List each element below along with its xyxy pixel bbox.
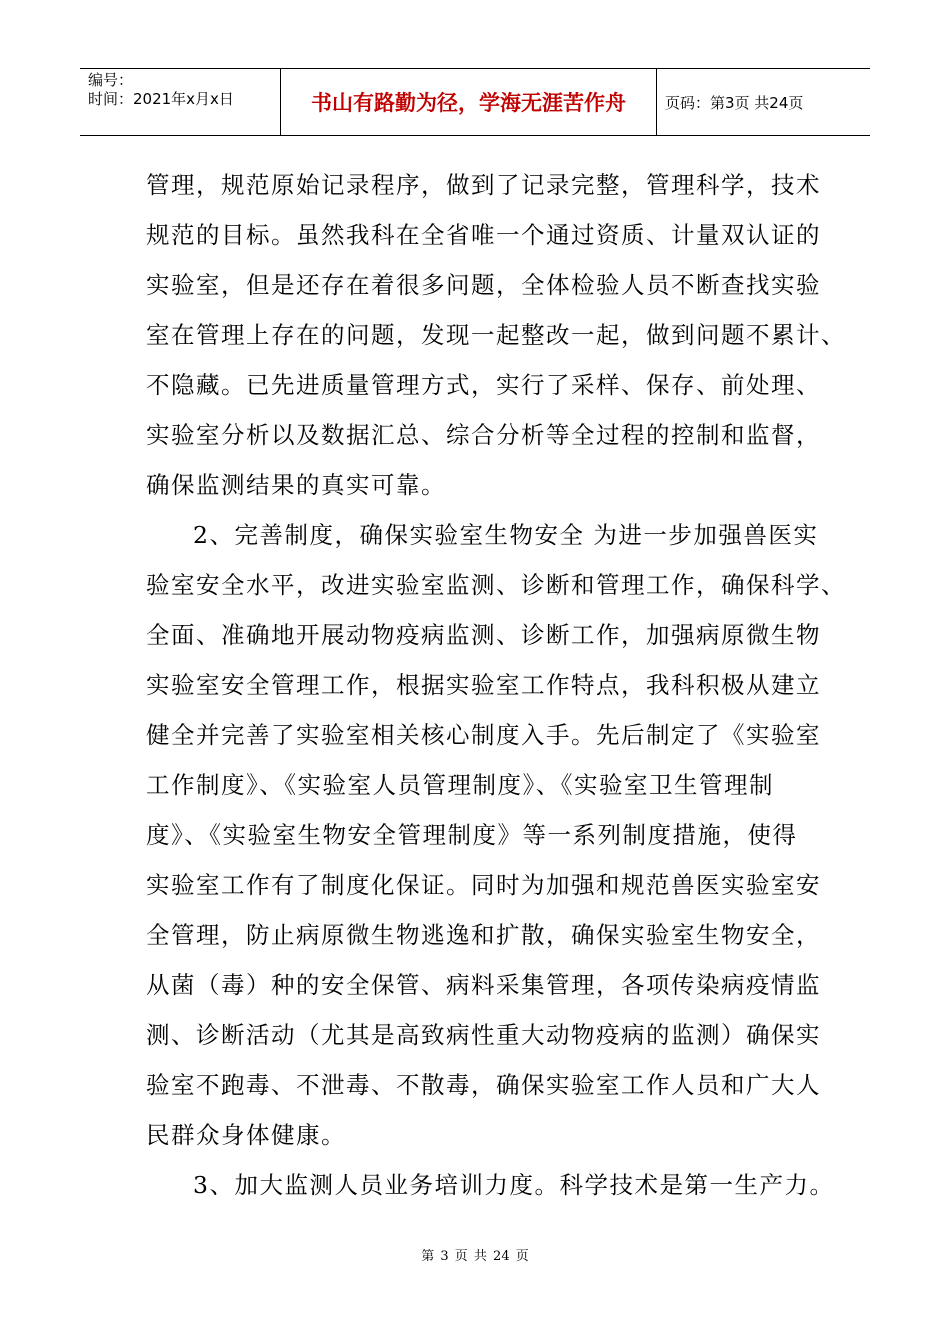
body-line: 验室安全水平，改进实验室监测、诊断和管理工作，确保科学、 [146,571,846,599]
body-line: 实验室，但是还存在着很多问题，全体检验人员不断查找实验 [146,271,821,299]
body-line: 测、诊断活动（尤其是高致病性重大动物疫病的监测）确保实 [146,1021,821,1049]
header-page-info: 页码：第3页 共24页 [665,93,804,112]
body-line: 度》、《实验室生物安全管理制度》等一系列制度措施，使得 [146,821,798,849]
page-header [80,68,870,136]
body-line: 验室不跑毒、不泄毒、不散毒，确保实验室工作人员和广大人 [146,1071,821,1099]
body-line: 全管理，防止病原微生物逃逸和扩散，确保实验室生物安全， [146,921,821,949]
body-line: 实验室分析以及数据汇总、综合分析等全过程的控制和监督， [146,421,821,449]
body-line: 室在管理上存在的问题，发现一起整改一起，做到问题不累计、 [146,321,846,349]
body-line: 管理，规范原始记录程序，做到了记录完整，管理科学，技术 [146,171,821,199]
page-footer: 第 3 页 共 24 页 [421,1249,529,1264]
body-line: 确保监测结果的真实可靠。 [146,471,446,499]
body-line: 全面、准确地开展动物疫病监测、诊断工作，加强病原微生物 [146,621,821,649]
body-line: 实验室工作有了制度化保证。同时为加强和规范兽医实验室安 [146,871,821,899]
section-heading-line: 3、加大监测人员业务培训力度。科学技术是第一生产力。 [193,1171,835,1199]
body-line: 民群众身体健康。 [146,1121,346,1149]
body-line: 实验室安全管理工作，根据实验室工作特点，我科积极从建立 [146,671,821,699]
body-line: 从菌（毒）种的安全保管、病料采集管理，各项传染病疫情监 [146,971,821,999]
body-line: 工作制度》、《实验室人员管理制度》、《实验室卫生管理制 [146,771,774,799]
body-line: 规范的目标。虽然我科在全省唯一个通过资质、计量双认证的 [146,221,821,249]
header-meta [80,69,281,135]
header-motto: 书山有路勤为径，学海无涯苦作舟 [281,69,657,135]
body-line: 健全并完善了实验室相关核心制度入手。先后制定了《实验室 [146,721,821,749]
document-body [146,160,846,1210]
number-label: 编号： [88,71,134,89]
section-heading-line: 2、完善制度，确保实验室生物安全 为进一步加强兽医实 [193,521,819,549]
time-label: 时间：2021年x月x日 [88,90,234,108]
body-line: 不隐藏。已先进质量管理方式，实行了采样、保存、前处理、 [146,371,821,399]
